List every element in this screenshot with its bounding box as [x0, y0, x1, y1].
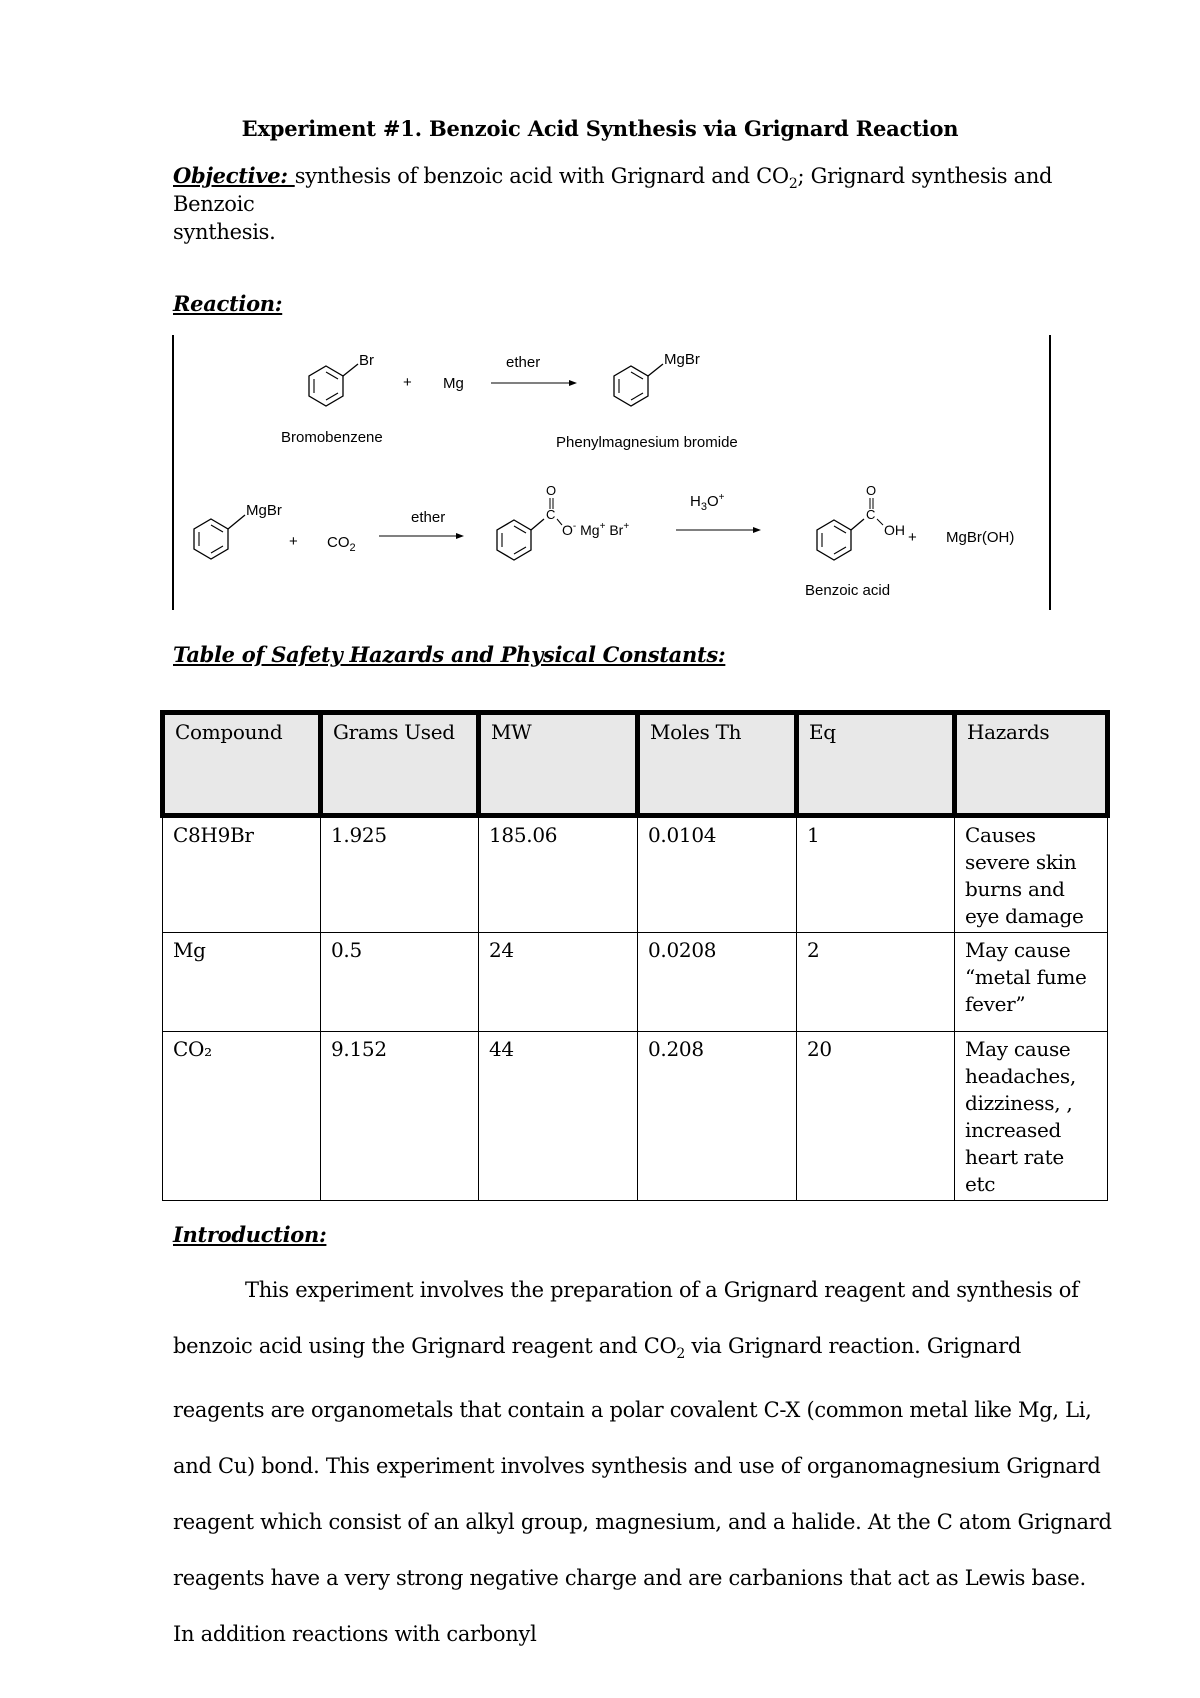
arrow-head-2	[456, 533, 464, 539]
cell-hazards: May cause “metal fume fever”	[955, 933, 1108, 1032]
c-label: C	[546, 507, 556, 522]
mg-label: Mg	[443, 375, 464, 392]
br-label: Br	[359, 352, 374, 369]
co2-label: $CO_2$	[327, 534, 356, 554]
cell-eq: 20	[797, 1032, 955, 1201]
cell-compound: C8H9Br	[163, 816, 321, 933]
header-grams-used: Grams Used	[321, 713, 479, 816]
reaction-heading: Reaction:	[173, 291, 283, 316]
c-label-2: C	[866, 507, 876, 522]
bromobenzene-label: Bromobenzene	[281, 429, 383, 446]
cell-hazards: Causes severe skin burns and eye damage	[955, 816, 1108, 933]
header-hazards: Hazards	[955, 713, 1108, 816]
table-row	[163, 1032, 1108, 1201]
o-label: O	[546, 483, 557, 498]
ether-label: ether	[506, 354, 541, 371]
cell-mw: 185.06	[479, 816, 638, 933]
objective-heading: Objective:	[173, 163, 295, 188]
cell-grams: 1.925	[321, 816, 479, 933]
plus-sign-3: +	[908, 529, 917, 546]
cell-mw: 24	[479, 933, 638, 1032]
mgbr-label-2: MgBr	[246, 502, 282, 519]
objective-line-2: synthesis.	[173, 220, 276, 244]
hazards-table	[160, 710, 1110, 1201]
objective-subscript: 2	[788, 176, 798, 193]
header-eq: Eq	[797, 713, 955, 816]
bromobenzene-structure	[309, 364, 358, 406]
oh-label: OH	[884, 522, 905, 538]
mgbroh-label: MgBr(OH)	[946, 529, 1015, 546]
header-compound: Compound	[163, 713, 321, 816]
plus-sign: +	[403, 374, 412, 391]
introduction-paragraph: This experiment involves the preparation of a Grignard reagent and synthesis of benzoic acid using the Grignard reagent and $CO_2$ via Grignard reaction. Grignard reagents are organometals that contain a polar covalent C-X (common metal like Mg, Li, and Cu) bond. This experiment involves synthesis and use of organomagnesium Grignard reagent which consist of an alkyl group, magnesium, and a halide. At the C atom Grignard reagents have a very strong negative charge and are carbanions that act as Lewis base. In addition reactions with carbonyl	[173, 1278, 1112, 1647]
ether-label-2: ether	[411, 509, 446, 526]
phenylmagnesium-structure-2	[194, 515, 245, 559]
introduction-body	[173, 1262, 1113, 1662]
arrow-head-3	[753, 527, 761, 533]
arrow-head	[569, 380, 577, 386]
cell-eq: 1	[797, 816, 955, 933]
phenylmagnesium-label: Phenylmagnesium bromide	[556, 434, 738, 451]
cell-eq: 2	[797, 933, 955, 1032]
cell-hazards: May cause headaches, dizziness, , increased heart rate etc	[955, 1032, 1108, 1201]
table-heading: Table of Safety Hazards and Physical Constants:	[173, 642, 726, 667]
table-row	[163, 816, 1108, 933]
introduction-heading: Introduction:	[173, 1222, 327, 1247]
cell-moles: 0.208	[638, 1032, 797, 1201]
o-label-2: O	[866, 483, 877, 498]
table-header-row	[163, 713, 1108, 816]
phenylmagnesium-structure	[614, 364, 663, 406]
table-row	[163, 933, 1108, 1032]
cell-moles: 0.0104	[638, 816, 797, 933]
reaction-scheme	[171, 335, 1055, 610]
cell-compound: Mg	[163, 933, 321, 1032]
header-moles-th: Moles Th	[638, 713, 797, 816]
mgbr-label-1: MgBr	[664, 351, 700, 368]
objective-text: synthesis of benzoic acid with Grignard and CO	[294, 164, 789, 188]
omg-label: O- Mg+ Br+	[562, 521, 630, 538]
cell-compound: CO₂	[163, 1032, 321, 1201]
benzoic-acid-label: Benzoic acid	[805, 582, 891, 599]
cell-moles: 0.0208	[638, 933, 797, 1032]
document-title: Experiment #1. Benzoic Acid Synthesis via Grignard Reaction	[241, 116, 959, 141]
objective-text-cont: ; Grignard synthesis and Benzoic	[173, 164, 1053, 217]
cell-grams: 0.5	[321, 933, 479, 1032]
cell-mw: 44	[479, 1032, 638, 1201]
objective-line	[173, 163, 1118, 216]
plus-sign-2: +	[289, 533, 298, 550]
reaction-scheme-figure	[171, 335, 1055, 610]
cell-grams: 9.152	[321, 1032, 479, 1201]
h3o-label: $H_3O^+$	[690, 492, 725, 513]
header-mw: MW	[479, 713, 638, 816]
